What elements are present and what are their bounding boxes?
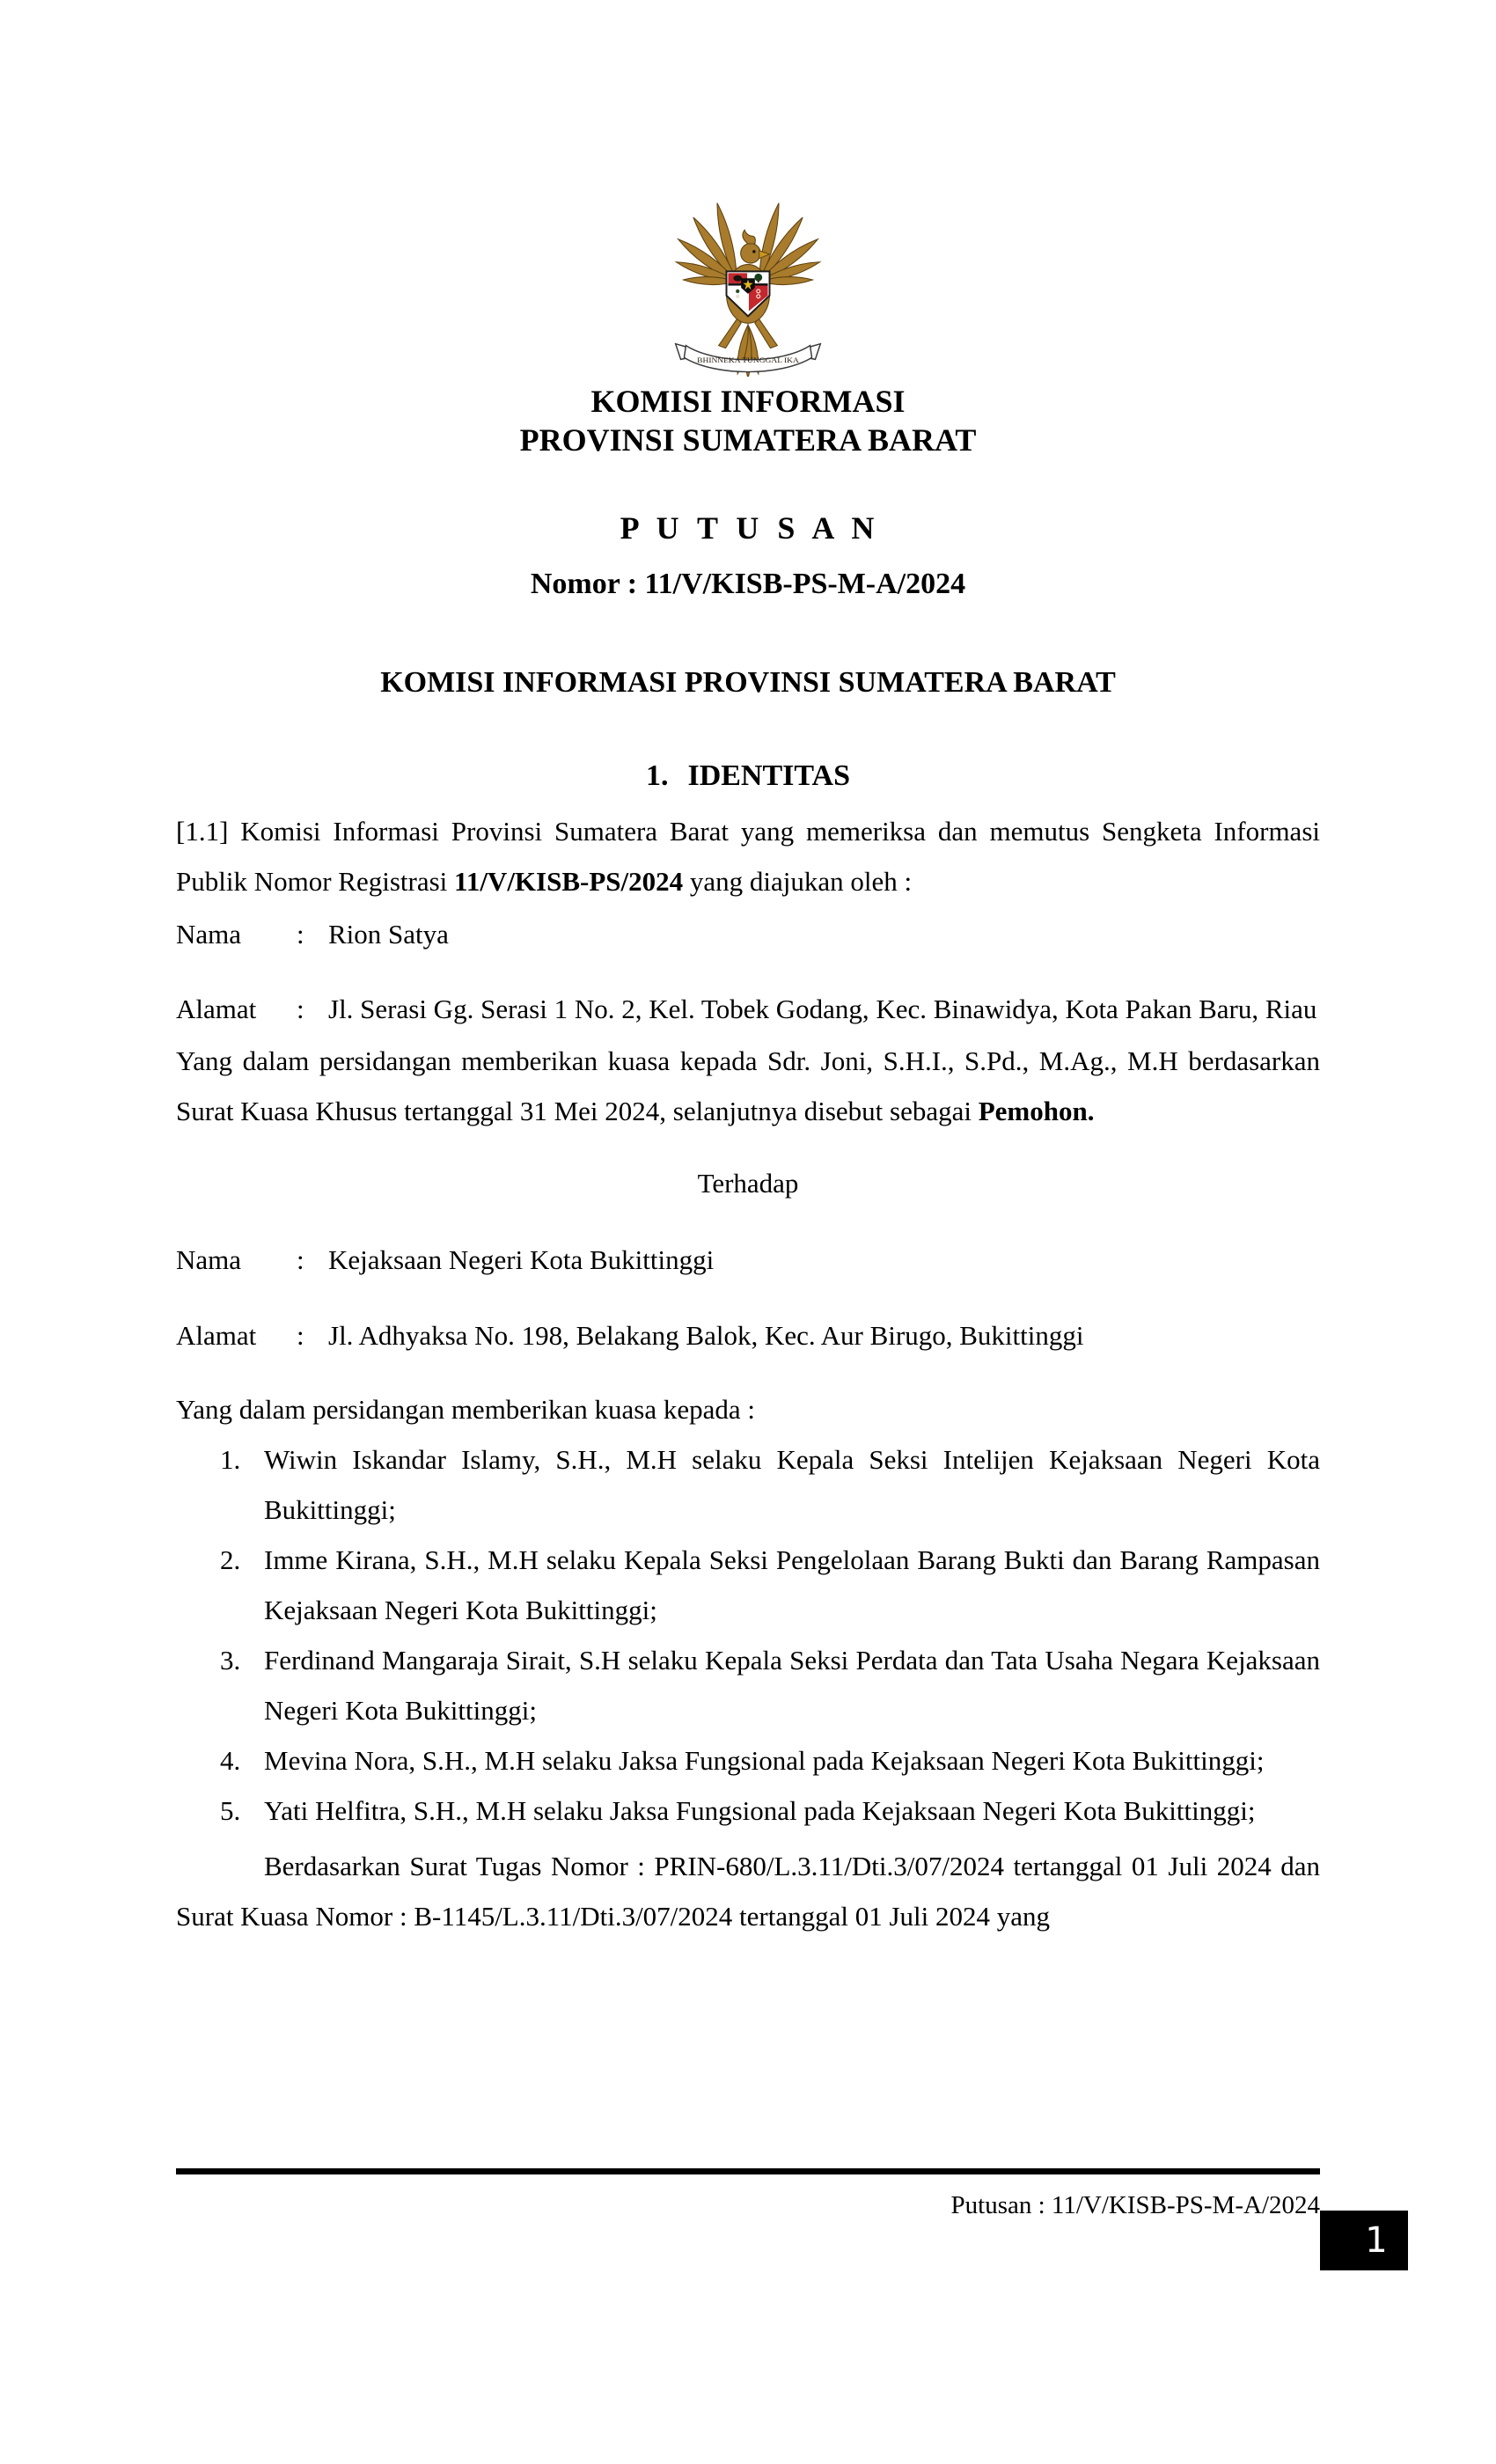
garuda-pancasila-emblem	[662, 199, 834, 377]
list-item-number: 5.	[220, 1795, 241, 1826]
kuasa-list-item	[176, 1535, 1320, 1635]
page-number: 1	[1365, 2220, 1388, 2261]
document-title: P U T U S A N	[620, 510, 876, 546]
colon: :	[297, 919, 304, 950]
pemohon-nama-value: Rion Satya	[328, 919, 449, 950]
termohon-nama-value: Kejaksaan Negeri Kota Bukittinggi	[328, 1244, 715, 1275]
emblem-motto: BHINNEKA TUNGGAL IKA	[697, 356, 800, 365]
pemohon-bold: Pemohon.	[978, 1096, 1095, 1126]
list-item-text: Wiwin Iskandar Islamy, S.H., M.H selaku Kepala Seksi Intelijen Kejaksaan Negeri Kota Bukittinggi;	[264, 1444, 1320, 1525]
kuasa-list-item	[176, 1735, 1320, 1786]
letterhead	[176, 382, 1320, 459]
colon: :	[297, 1244, 304, 1275]
surat-tugas-paragraph: Berdasarkan Surat Tugas Nomor : PRIN-680/L.3.11/Dti.3/07/2024 tertanggal 01 Juli 2024 dan Surat Kuasa Nomor : B-1145/L.3.11/Dti.3/07/2024 tertanggal 01 Juli 2024 yang	[176, 1851, 1320, 1932]
termohon-alamat-row	[176, 1310, 1320, 1360]
kuasa-pemohon-text: Yang dalam persidangan memberikan kuasa kepada Sdr. Joni, S.H.I., S.Pd., M.Ag., M.H berdasarkan Surat Kuasa Khusus tertanggal 31 Mei 2024, selanjutnya disebut sebagai	[176, 1045, 1320, 1126]
paragraph-1-1	[176, 806, 1320, 906]
list-item-number: 2.	[220, 1544, 241, 1575]
list-item-text: Imme Kirana, S.H., M.H selaku Kepala Seksi Pengelolaan Barang Bukti dan Barang Rampasan Kejaksaan Negeri Kota Bukittinggi;	[264, 1544, 1320, 1625]
pemohon-alamat-row	[176, 984, 1320, 1034]
list-item-number: 3.	[220, 1645, 241, 1676]
list-item-text: Ferdinand Mangaraja Sirait, S.H selaku Kepala Seksi Perdata dan Tata Usaha Negara Kejaksaan Negeri Kota Bukittinggi;	[264, 1645, 1320, 1726]
pemohon-alamat-value: Jl. Serasi Gg. Serasi 1 No. 2, Kel. Tobek Godang, Kec. Binawidya, Kota Pakan Baru, Riau	[328, 994, 1317, 1024]
kuasa-termohon-intro: Yang dalam persidangan memberikan kuasa kepada :	[176, 1394, 755, 1425]
kuasa-list-item	[176, 1635, 1320, 1735]
footer-divider	[176, 2168, 1320, 2174]
nama-label: Nama	[176, 1244, 242, 1275]
pemohon-nama-row	[176, 909, 1320, 959]
letterhead-line1: KOMISI INFORMASI	[590, 384, 906, 419]
footer-reference: Putusan : 11/V/KISB-PS-M-A/2024	[950, 2191, 1320, 2219]
alamat-label: Alamat	[176, 994, 257, 1024]
paragraph-1-1-suffix: yang diajukan oleh :	[683, 866, 913, 897]
list-item-number: 1.	[220, 1444, 241, 1475]
alamat-label: Alamat	[176, 1320, 257, 1351]
colon: :	[297, 994, 304, 1024]
kuasa-pemohon-paragraph	[176, 1036, 1320, 1136]
kuasa-list-item	[176, 1786, 1320, 1836]
letterhead-line2: PROVINSI SUMATERA BARAT	[519, 422, 977, 458]
list-item-text: Mevina Nora, S.H., M.H selaku Jaksa Fungsional pada Kejaksaan Negeri Kota Bukittinggi;	[264, 1745, 1265, 1776]
terhadap-label: Terhadap	[697, 1168, 799, 1199]
kuasa-list-item	[176, 1434, 1320, 1535]
section-identitas-heading	[176, 757, 1320, 796]
termohon-alamat-value: Jl. Adhyaksa No. 198, Belakang Balok, Kec. Aur Birugo, Bukittinggi	[328, 1320, 1084, 1351]
issuing-body-title: KOMISI INFORMASI PROVINSI SUMATERA BARAT	[380, 666, 1116, 699]
colon: :	[297, 1320, 304, 1351]
section-number: 1.	[645, 759, 669, 792]
termohon-nama-row	[176, 1235, 1320, 1285]
section-title: IDENTITAS	[687, 759, 851, 792]
page-number-badge	[1320, 2211, 1408, 2270]
nama-label: Nama	[176, 919, 242, 950]
registration-number: 11/V/KISB-PS/2024	[454, 866, 684, 897]
document-number: Nomor : 11/V/KISB-PS-M-A/2024	[530, 568, 966, 600]
list-item-text: Yati Helfitra, S.H., M.H selaku Jaksa Fungsional pada Kejaksaan Negeri Kota Bukittinggi;	[264, 1795, 1256, 1826]
paragraph-1-1-text: [1.1] Komisi Informasi Provinsi Sumatera Barat yang memeriksa dan memutus Sengketa Informasi Publik Nomor Registrasi	[176, 816, 1320, 897]
kuasa-termohon-list	[176, 1434, 1320, 1836]
list-item-number: 4.	[220, 1745, 241, 1776]
